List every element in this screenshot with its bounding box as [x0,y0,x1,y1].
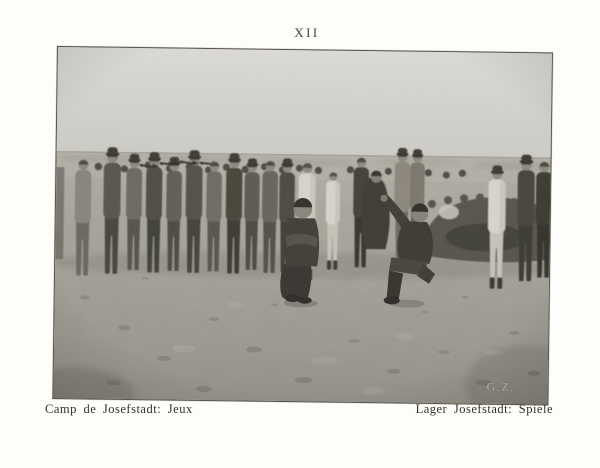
caption-french: Camp de Josefstadt: Jeux [45,402,193,416]
caption-row [45,402,553,417]
plate-number: XII [294,25,320,40]
caption-german: Lager Josefstadt: Spiele [415,402,553,416]
photograph [52,46,553,405]
photo-canvas [53,47,552,404]
